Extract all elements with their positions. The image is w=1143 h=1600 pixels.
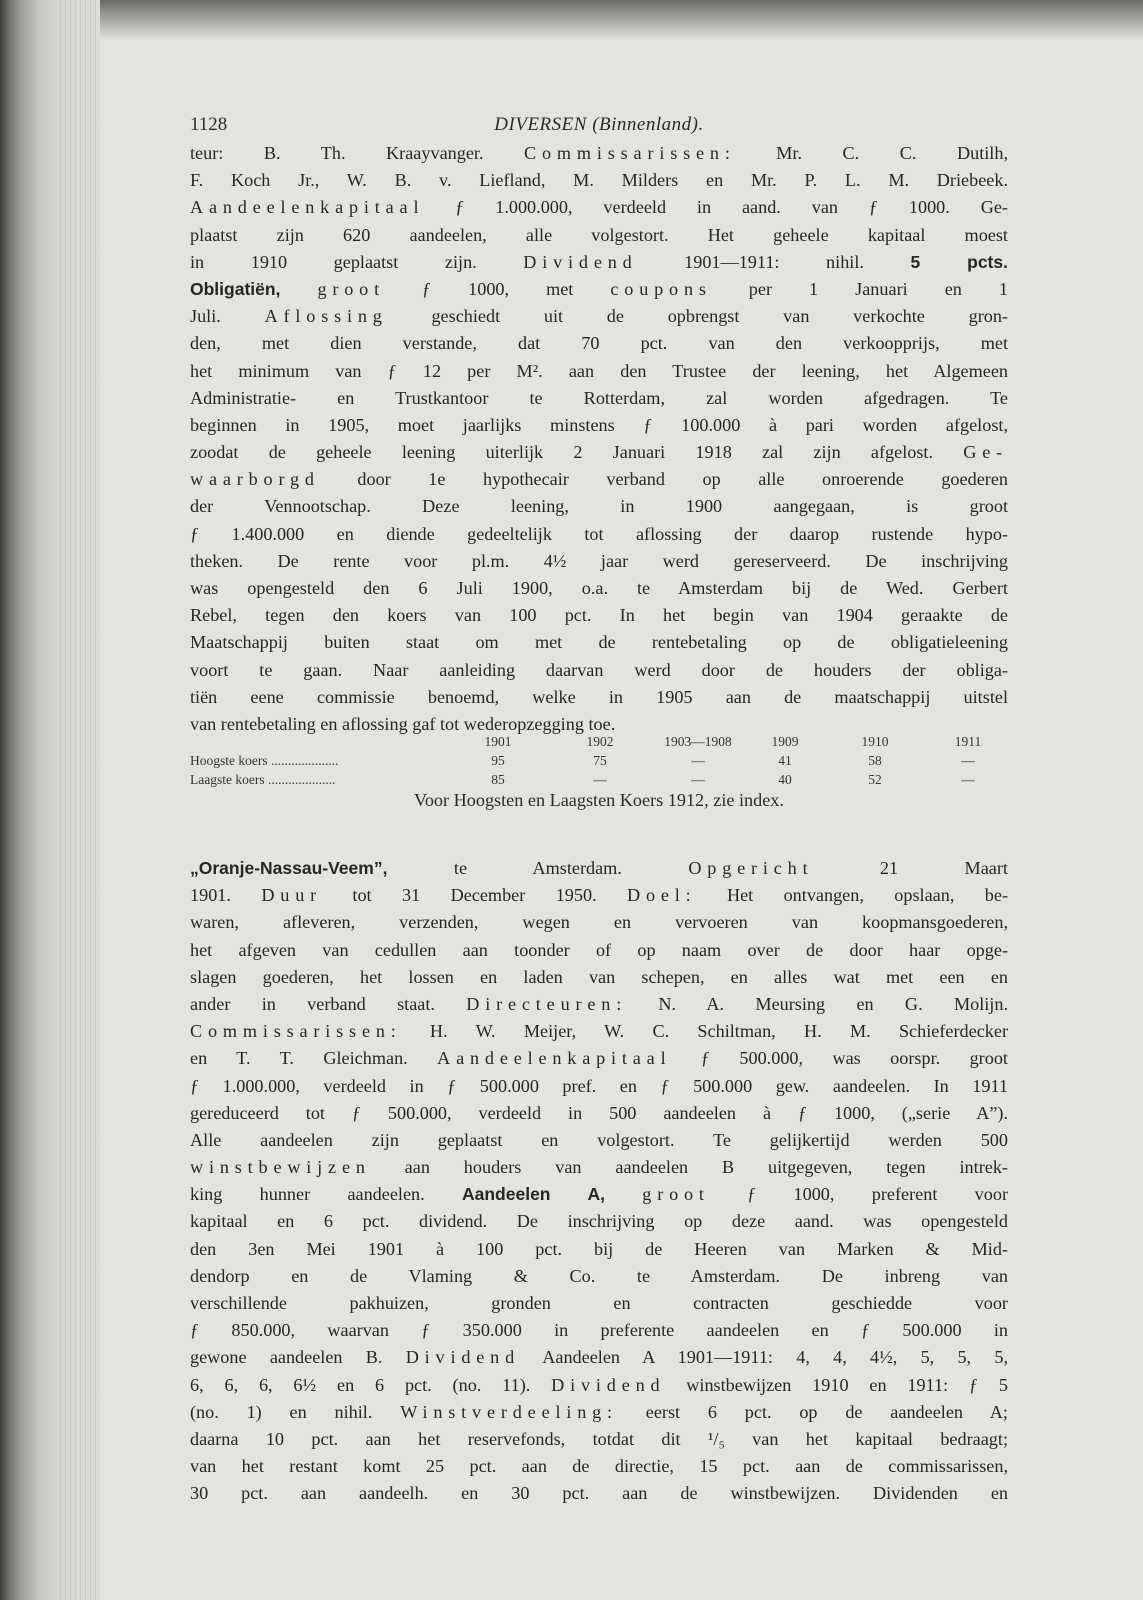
text-run: verschillende pakhuizen, gronden en contracten geschiedde voor — [190, 1293, 1008, 1313]
spaced-keyword: Duur — [261, 885, 323, 906]
text-line — [190, 1181, 1008, 1208]
spaced-keyword: Commissarissen: — [190, 1021, 402, 1042]
text-line — [190, 1263, 1008, 1290]
text-run: in 1910 geplaatst zijn. — [190, 251, 524, 272]
spaced-keyword: waarborgd — [190, 469, 320, 490]
spaced-keyword: winstbewijzen — [190, 1157, 371, 1178]
text-run: ƒ 1000, preferent voor — [709, 1184, 1009, 1205]
text-line — [190, 1236, 1008, 1263]
text-run: ƒ 1.400.000 en diende gedeeltelijk tot aflossing der daarop rustende hypo- — [190, 523, 1008, 544]
text-run: kapitaal en 6 pct. dividend. De inschrijving op deze aand. was opengesteld — [190, 1211, 1008, 1232]
text-run: voort te gaan. Naar aanleiding daarvan werd door de houders der obliga- — [190, 659, 1008, 680]
text-run: van het restant komt 25 pct. aan de directie, 15 pct. aan de commissarissen, — [190, 1456, 1008, 1477]
price-note: Voor Hoogsten en Laagsten Koers 1912, zie index. — [414, 790, 784, 810]
text-run: Mr. C. C. Dutilh, — [735, 143, 1009, 163]
text-line — [190, 882, 1008, 909]
bold-heading: Obligatiën, — [190, 278, 281, 299]
table-cell: 41 — [778, 753, 792, 768]
row-label: Laagste koers .................... — [190, 772, 336, 787]
text-line — [190, 1154, 1008, 1181]
year-header: 1910 — [861, 734, 889, 749]
text-run: beginnen in 1905, moet jaarlijks minstens ƒ 100.000 à pari worden afgelost, — [190, 414, 1008, 435]
text-line — [190, 657, 1008, 684]
spaced-keyword: Aandeelenkapitaal — [437, 1048, 672, 1069]
text-line — [190, 991, 1008, 1018]
text-run: tiën eene commissie benoemd, welke in 1905 aan de maatschappij uitstel — [190, 686, 1008, 707]
text-run — [280, 279, 317, 299]
text-run: gewone aandeelen B. — [190, 1347, 406, 1368]
text-run: winstbewijzen 1910 en 1911: ƒ 5 — [665, 1374, 1008, 1395]
text-line — [190, 521, 1008, 548]
text-run: Aandeelen A 1901—1911: 4, 4, 4½, 5, 5, 5, — [520, 1347, 1009, 1368]
text-run: het minimum van ƒ 12 per M². aan den Trustee der leening, het Algemeen — [190, 360, 1008, 381]
text-run: ander in verband staat. — [190, 993, 467, 1014]
text-run: H. W. Meijer, W. C. Schiltman, H. M. Schieferdecker — [401, 1021, 1008, 1042]
text-run: 21 Maart — [813, 858, 1008, 878]
text-run: eerst 6 pct. op de aandeelen A; — [617, 1401, 1008, 1422]
text-run: Het ontvangen, opslaan, be- — [696, 885, 1009, 906]
text-run: plaatst zijn 620 aandeelen, alle volgestort. Het geheele kapitaal moest — [190, 224, 1008, 245]
text-line — [190, 1018, 1008, 1045]
table-row — [190, 770, 1008, 789]
text-line — [190, 385, 1008, 412]
text-run: Alle aandeelen zijn geplaatst en volgestort. Te gelijkertijd werden 500 — [190, 1129, 1008, 1150]
text-line — [190, 167, 1008, 194]
table-header-row — [190, 732, 1008, 751]
text-run: door 1e hypothecair verband op alle onroerende goederen — [319, 469, 1008, 490]
table-cell: 58 — [868, 753, 882, 768]
text-line — [190, 629, 1008, 656]
section-oranje-nassau-veem — [190, 855, 1008, 1508]
text-run: ƒ 1.000.000, verdeeld in aand. van ƒ 1000. Ge- — [424, 197, 1008, 218]
year-header: 1902 — [586, 734, 614, 749]
text-run — [605, 1184, 642, 1204]
text-run: zoodat de geheele leening uiterlijk 2 Januari 1918 zal zijn afgelost. — [190, 442, 964, 463]
text-line — [190, 1453, 1008, 1480]
text-line — [190, 1073, 1008, 1100]
spaced-keyword: groot — [642, 1184, 710, 1205]
text-run: tot 31 December 1950. — [322, 885, 628, 906]
spaced-keyword: coupons — [610, 278, 712, 299]
spaced-keyword: Doel: — [627, 885, 697, 906]
spaced-keyword: Dividend — [405, 1347, 520, 1368]
page-edges — [60, 0, 100, 1600]
text-run: ƒ 500.000, was oorspr. groot — [671, 1048, 1008, 1069]
text-line — [190, 412, 1008, 439]
text-line — [190, 937, 1008, 964]
text-run: aan houders van aandeelen B uitgegeven, tegen intrek- — [370, 1157, 1008, 1178]
table-cell: — — [961, 772, 975, 787]
text-line — [190, 1480, 1008, 1507]
table-cell: — — [961, 753, 975, 768]
text-run: ƒ 850.000, waarvan ƒ 350.000 in preferente aandeelen en ƒ 500.000 in — [190, 1320, 1008, 1341]
year-header: 1901 — [484, 734, 512, 749]
spaced-keyword: Commissarissen: — [524, 143, 736, 163]
text-run: 6, 6, 6, 6½ en 6 pct. (no. 11). — [190, 1374, 552, 1395]
text-run: van rentebetaling en aflossing gaf tot wederopzegging toe. — [190, 713, 616, 734]
table-cell: — — [593, 772, 607, 787]
text-line — [190, 548, 1008, 575]
table-cell: 85 — [491, 772, 505, 787]
section-company-continued — [190, 140, 1008, 738]
text-run: den, met dien verstande, dat 70 pct. van den verkoopprijs, met — [190, 333, 1008, 354]
text-run: dendorp en de Vlaming & Co. te Amsterdam. De inbreng van — [190, 1265, 1008, 1286]
bold-heading: Aandeelen A, — [462, 1184, 605, 1205]
text-line — [190, 249, 1008, 276]
text-run: te Amsterdam. — [387, 858, 689, 878]
text-line — [190, 303, 1008, 330]
text-line — [190, 1290, 1008, 1317]
table-cell: — — [691, 753, 705, 768]
text-line — [190, 1045, 1008, 1072]
text-line — [190, 684, 1008, 711]
text-line — [190, 1426, 1008, 1453]
text-line — [190, 276, 1008, 303]
text-line — [190, 855, 1008, 882]
spaced-keyword: Aandeelenkapitaal — [190, 197, 425, 218]
spaced-keyword: groot — [317, 278, 385, 299]
text-line — [190, 575, 1008, 602]
text-line — [190, 439, 1008, 466]
text-run: was opengesteld den 6 Juli 1900, o.a. te Amsterdam bij de Wed. Gerbert — [190, 578, 1008, 598]
text-run: theken. De rente voor pl.m. 4½ jaar werd gereserveerd. De inschrijving — [190, 550, 1008, 571]
table-cell: 52 — [868, 772, 882, 787]
text-run: waren, afleveren, verzenden, wegen en vervoeren van koopmansgoederen, — [190, 912, 1008, 933]
year-header: 1911 — [954, 734, 982, 749]
text-run: 1901—1911: nihil. — [637, 251, 911, 272]
text-line — [190, 493, 1008, 520]
spaced-keyword: Ge- — [963, 442, 1008, 463]
text-line — [190, 1399, 1008, 1426]
text-line — [190, 602, 1008, 629]
text-run: N. A. Meursing en G. Molijn. — [627, 993, 1009, 1014]
price-table — [190, 732, 1008, 789]
text-line — [190, 1372, 1008, 1399]
text-line — [190, 358, 1008, 385]
text-run: daarna 10 pct. aan het reservefonds, totdat dit ¹/₅ van het kapitaal bedraagt; — [190, 1428, 1008, 1449]
table-row — [190, 751, 1008, 770]
text-line — [190, 1100, 1008, 1127]
text-run: ƒ 1.000.000, verdeeld in ƒ 500.000 pref. en ƒ 500.000 gew. aandeelen. In 1911 — [190, 1075, 1008, 1096]
spaced-keyword: Dividend — [523, 251, 638, 272]
row-label: Hoogste koers .................... — [190, 753, 339, 768]
spaced-keyword: Dividend — [551, 1374, 666, 1395]
table-cell: 40 — [778, 772, 792, 787]
text-run: king hunner aandeelen. — [190, 1184, 462, 1205]
year-header: 1909 — [771, 734, 799, 749]
spaced-keyword: Directeuren: — [466, 993, 628, 1014]
text-run: 1901. — [190, 885, 262, 906]
text-run: per 1 Januari en 1 — [711, 278, 1008, 299]
text-run: gereduceerd tot ƒ 500.000, verdeeld in 500 aandeelen à ƒ 1000, („serie A”). — [190, 1102, 1008, 1123]
text-line — [190, 1317, 1008, 1344]
text-line — [190, 964, 1008, 991]
bold-heading: 5 pcts. — [910, 251, 1008, 272]
text-line — [190, 330, 1008, 357]
text-run: Juli. — [190, 306, 265, 327]
text-run: het afgeven van cedullen aan toonder of op naam over de door haar opge- — [190, 939, 1008, 960]
page-number: 1128 — [190, 114, 228, 135]
spaced-keyword: Aflossing — [264, 306, 388, 327]
text-line — [190, 1344, 1008, 1371]
table-cell: 75 — [593, 753, 607, 768]
text-run: den 3en Mei 1901 à 100 pct. bij de Heeren van Marken & Mid- — [190, 1238, 1008, 1259]
text-run: (no. 1) en nihil. — [190, 1401, 401, 1422]
text-run: Administratie- en Trustkantoor te Rotterdam, zal worden afgedragen. Te — [190, 387, 1008, 408]
spaced-keyword: Opgericht — [688, 858, 814, 878]
text-run: Rebel, tegen den koers van 100 pct. In het begin van 1904 geraakte de — [190, 605, 1008, 626]
spaced-keyword: Winstverdeeling: — [400, 1401, 618, 1422]
text-line — [190, 909, 1008, 936]
text-line — [190, 466, 1008, 493]
text-line — [190, 222, 1008, 249]
text-line — [190, 1127, 1008, 1154]
text-run: en T. T. Gleichman. — [190, 1048, 438, 1069]
text-run: 30 pct. aan aandeelh. en 30 pct. aan de winstbewijzen. Dividenden en — [190, 1483, 1008, 1504]
bold-heading: „Oranje-Nassau-Veem”, — [190, 858, 388, 878]
table-cell: 95 — [491, 753, 505, 768]
table-cell: — — [691, 772, 705, 787]
page-top-shadow — [0, 0, 1143, 40]
text-run: geschiedt uit de opbrengst van verkochte gron- — [387, 306, 1008, 327]
year-header: 1903—1908 — [664, 734, 732, 749]
running-head: DIVERSEN (Binnenland). — [494, 114, 704, 135]
text-line — [190, 194, 1008, 221]
text-line — [190, 1208, 1008, 1235]
page-header — [190, 114, 1008, 138]
text-run: teur: B. Th. Kraayvanger. — [190, 143, 525, 163]
text-run: Maatschappij buiten staat om met de rentebetaling op de obligatieleening — [190, 632, 1008, 653]
text-run: F. Koch Jr., W. B. v. Liefland, M. Milders en Mr. P. L. M. Driebeek. — [190, 170, 1008, 191]
text-run: slagen goederen, het lossen en laden van schepen, en alles wat met een en — [190, 966, 1008, 987]
text-run: der Vennootschap. Deze leening, in 1900 aangegaan, is groot — [190, 496, 1008, 517]
text-line — [190, 140, 1008, 167]
text-run: ƒ 1000, met — [384, 278, 611, 299]
